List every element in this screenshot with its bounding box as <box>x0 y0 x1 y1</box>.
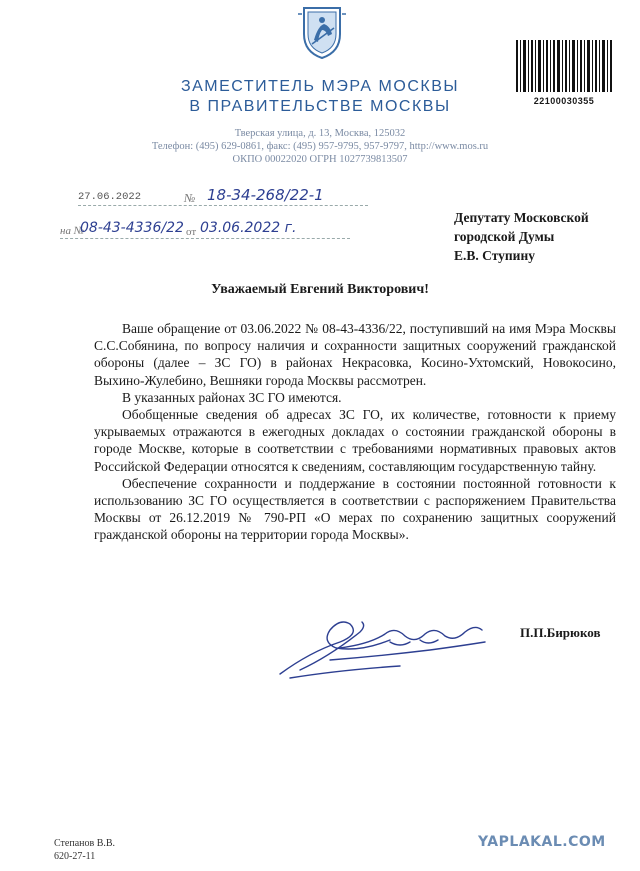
reference-prefix: на № <box>60 225 85 237</box>
letter-body <box>94 320 616 544</box>
executor-name: Степанов В.В. <box>54 838 116 849</box>
org-address: Тверская улица, д. 13, Москва, 125032 <box>234 128 406 139</box>
barcode-icon <box>516 40 612 92</box>
body-paragraph: Ваше обращение от 03.06.2022 № 08-43-4336/22, поступивший на имя Мэра Москвы С.С.Собянина, по вопросу наличия и сохранности защитных сооружений гражданской обороны (далее – ЗС ГО) в районах Некрасовка, Косино-Ухтомский, Новокосино, Выхино-Жулебино, Вешняки города Москвы рассмотрен. <box>94 321 616 388</box>
body-paragraph: В указанных районах ЗС ГО имеются. <box>122 389 342 405</box>
outgoing-number: 18-34-268/22-1 <box>207 186 324 204</box>
moscow-coat-of-arms-icon <box>292 4 352 60</box>
reference-number: 08-43-4336/22 <box>80 220 184 236</box>
recipient-line3: Е.В. Ступину <box>454 248 535 263</box>
body-paragraph: Обобщенные сведения об адресах ЗС ГО, их количестве, готовности к приему укрываемых отражаются в ежегодных докладах о состоянии гражданской обороны в городе Москве, которые в соответствии с требованиями нормативных правовых актов Российской Федерации относятся к сведениям, составляющим государственную тайну. <box>94 407 616 474</box>
reference-line <box>60 238 350 239</box>
recipient-block <box>454 208 589 265</box>
executor-phone: 620-27-11 <box>54 851 96 862</box>
recipient-line1: Депутату Московской <box>454 210 589 225</box>
handwritten-signature-icon <box>270 612 500 682</box>
org-codes: ОКПО 00022020 ОГРН 1027739813507 <box>232 154 408 165</box>
org-title-line1: ЗАМЕСТИТЕЛЬ МЭРА МОСКВЫ <box>180 78 460 95</box>
barcode-number: 22100030355 <box>533 96 595 106</box>
site-watermark: YAPLAKAL.COM <box>478 834 606 850</box>
signer-name: П.П.Бирюков <box>520 625 601 640</box>
reference-separator: от <box>186 226 197 238</box>
outgoing-date: 27.06.2022 <box>78 191 142 203</box>
org-title-line2: В ПРАВИТЕЛЬСТВЕ МОСКВЫ <box>189 98 451 115</box>
reference-date: 03.06.2022 г. <box>200 220 297 236</box>
registration-line <box>78 205 368 206</box>
recipient-line2: городской Думы <box>454 229 555 244</box>
outgoing-number-prefix: № <box>184 191 196 205</box>
greeting: Уважаемый Евгений Викторович! <box>211 282 429 297</box>
body-paragraph: Обеспечение сохранности и поддержание в состоянии постоянной готовности к использованию ЗС ГО осуществляется в соответствии с распоряжением Правительства Москвы от 26.12.2019 № 790-РП «О мерах по сохранению защитных сооружений гражданской обороны на территории города Москвы». <box>94 475 616 543</box>
org-phones: Телефон: (495) 629-0861, факс: (495) 957-9795, 957-9797, http://www.mos.ru <box>151 141 489 152</box>
